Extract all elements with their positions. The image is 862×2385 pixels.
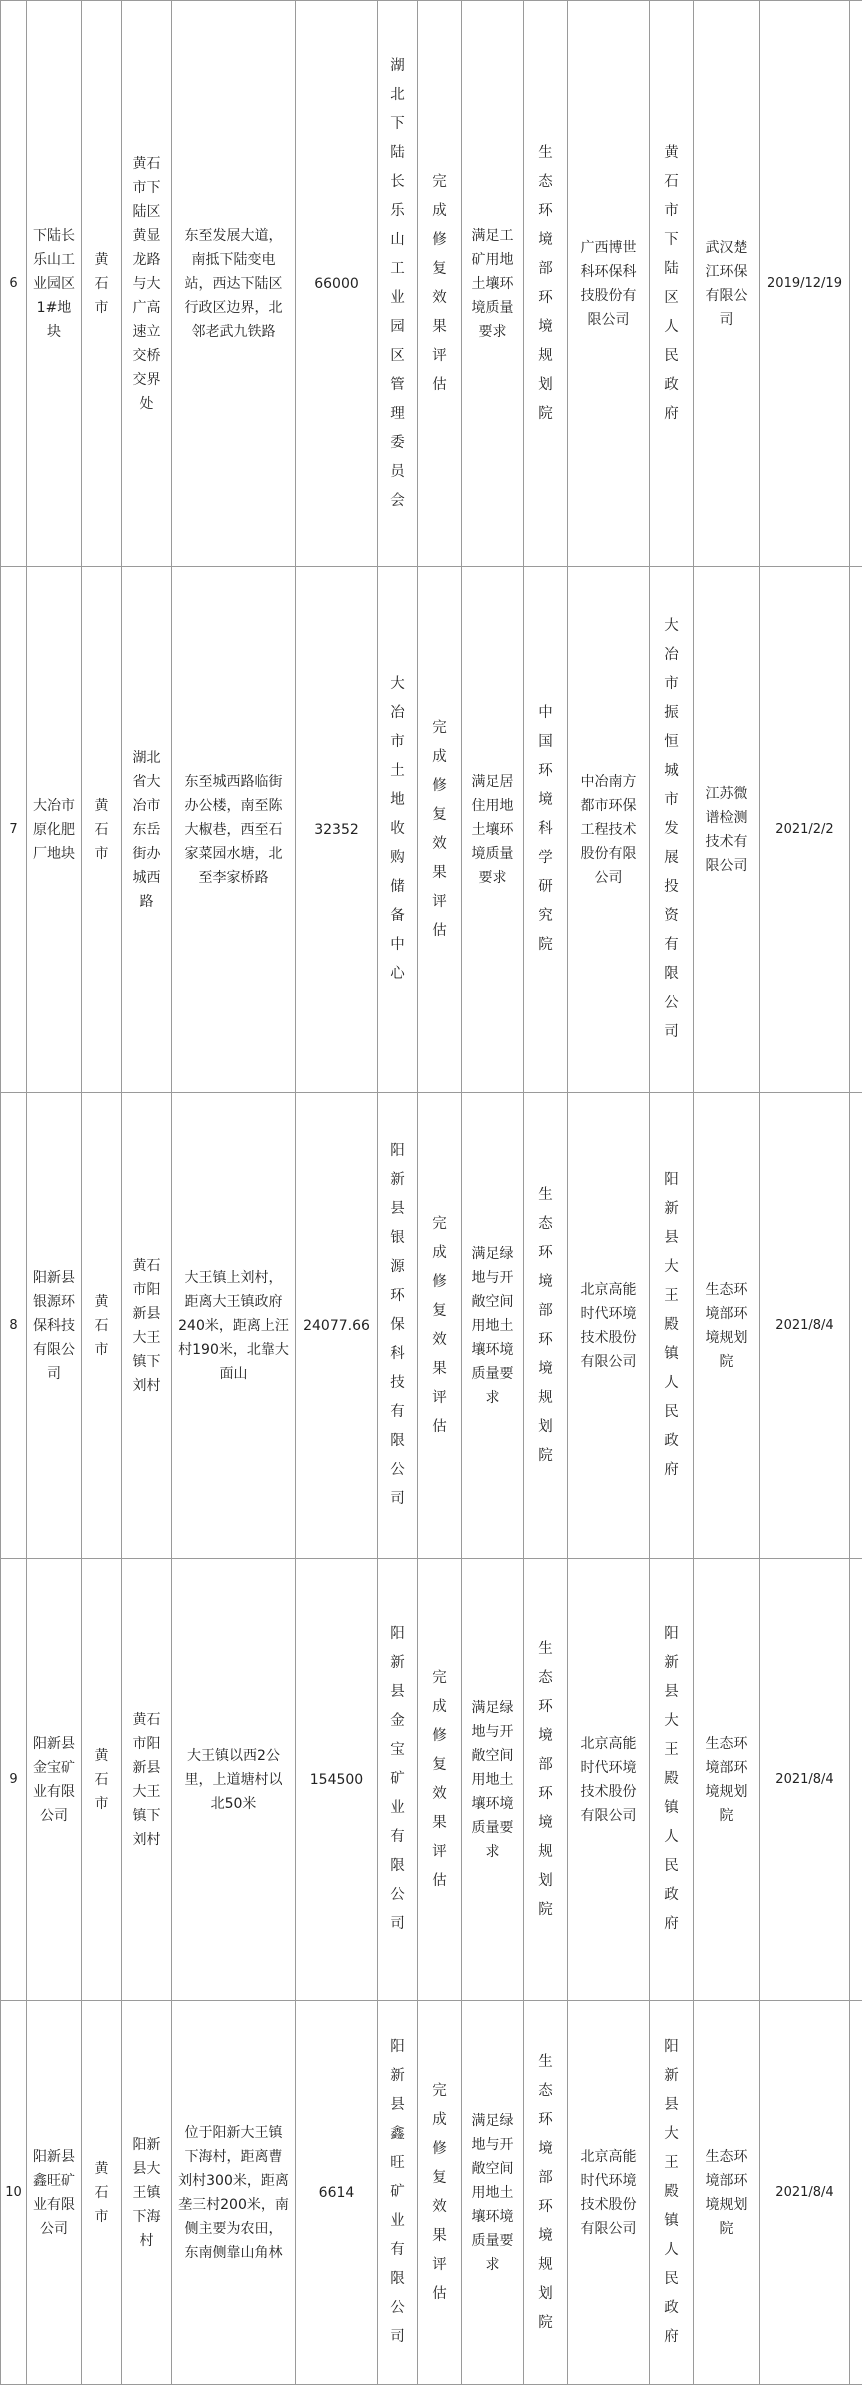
supervising-government: 阳新县大王殿镇人民政府 — [650, 1559, 694, 2001]
site-location: 黄石市阳新县大王镇下刘村 — [122, 1559, 172, 2001]
city: 黄石市 — [82, 1559, 122, 2001]
site-name: 阳新县鑫旺矿业有限公司 — [27, 2001, 82, 2385]
empty-cell — [850, 1559, 862, 2001]
remediation-target: 满足绿地与开敞空间用地土壤环境质量要求 — [462, 2001, 524, 2385]
remediation-target: 满足绿地与开敞空间用地土壤环境质量要求 — [462, 1559, 524, 2001]
table-row — [1, 1559, 862, 2001]
review-organization: 中国环境科学研究院 — [524, 567, 568, 1093]
site-boundary: 东至发展大道，南抵下陆变电站，西达下陆区行政区边界，北邻老武九铁路 — [172, 1, 296, 567]
remediation-stage: 完成修复效果评估 — [418, 1, 462, 567]
responsible-party: 阳新县银源环保科技有限公司 — [378, 1093, 418, 1559]
site-location: 黄石市阳新县大王镇下刘村 — [122, 1093, 172, 1559]
completion-date: 2021/8/4 — [760, 1559, 850, 2001]
site-boundary: 东至城西路临街办公楼，南至陈大椒巷，西至石家菜园水塘，北至李家桥路 — [172, 567, 296, 1093]
city: 黄石市 — [82, 2001, 122, 2385]
completion-date: 2021/8/4 — [760, 1093, 850, 1559]
site-location: 湖北省大冶市东岳街办城西路 — [122, 567, 172, 1093]
responsible-party: 阳新县鑫旺矿业有限公司 — [378, 2001, 418, 2385]
empty-cell — [850, 2001, 862, 2385]
supervising-government: 阳新县大王殿镇人民政府 — [650, 2001, 694, 2385]
city: 黄石市 — [82, 567, 122, 1093]
remediation-target: 满足工矿用地土壤环境质量要求 — [462, 1, 524, 567]
table-row — [1, 1093, 862, 1559]
site-area: 6614 — [296, 2001, 378, 2385]
row-index: 8 — [1, 1093, 27, 1559]
table-row — [1, 2001, 862, 2385]
completion-date: 2019/12/19 — [760, 1, 850, 567]
remediation-stage: 完成修复效果评估 — [418, 567, 462, 1093]
row-index: 10 — [1, 2001, 27, 2385]
remediation-stage: 完成修复效果评估 — [418, 1559, 462, 2001]
site-boundary: 位于阳新大王镇下海村，距离曹刘村300米，距离垄三村200米，南侧主要为农田，东南侧靠山角林 — [172, 2001, 296, 2385]
remediation-target: 满足居住用地土壤环境质量要求 — [462, 567, 524, 1093]
review-organization: 生态环境部环境规划院 — [524, 1, 568, 567]
completion-date: 2021/2/2 — [760, 567, 850, 1093]
responsible-party: 阳新县金宝矿业有限公司 — [378, 1559, 418, 2001]
contractor: 中冶南方都市环保工程技术股份有限公司 — [568, 567, 650, 1093]
supervising-government: 黄石市下陆区人民政府 — [650, 1, 694, 567]
contractor: 北京高能时代环境技术股份有限公司 — [568, 1559, 650, 2001]
remediation-stage: 完成修复效果评估 — [418, 2001, 462, 2385]
site-area: 154500 — [296, 1559, 378, 2001]
remediation-stage: 完成修复效果评估 — [418, 1093, 462, 1559]
evaluation-organization: 江苏微谱检测技术有限公司 — [694, 567, 760, 1093]
row-index: 7 — [1, 567, 27, 1093]
evaluation-organization: 生态环境部环境规划院 — [694, 1559, 760, 2001]
empty-cell — [850, 1093, 862, 1559]
supervising-government: 大冶市振恒城市发展投资有限公司 — [650, 567, 694, 1093]
city: 黄石市 — [82, 1093, 122, 1559]
table-row — [1, 1, 862, 567]
table-body — [1, 1, 862, 2385]
remediation-target: 满足绿地与开敞空间用地土壤环境质量要求 — [462, 1093, 524, 1559]
empty-cell — [850, 567, 862, 1093]
city: 黄石市 — [82, 1, 122, 567]
responsible-party: 湖北下陆长乐山工业园区管理委员会 — [378, 1, 418, 567]
site-area: 24077.66 — [296, 1093, 378, 1559]
supervising-government: 阳新县大王殿镇人民政府 — [650, 1093, 694, 1559]
evaluation-organization: 生态环境部环境规划院 — [694, 1093, 760, 1559]
row-index: 9 — [1, 1559, 27, 2001]
contractor: 北京高能时代环境技术股份有限公司 — [568, 2001, 650, 2385]
site-location: 黄石市下陆区黄显龙路与大广高速立交桥交界处 — [122, 1, 172, 567]
site-boundary: 大王镇以西2公里，上道塘村以北50米 — [172, 1559, 296, 2001]
empty-cell — [850, 1, 862, 567]
row-index: 6 — [1, 1, 27, 567]
site-name: 阳新县金宝矿业有限公司 — [27, 1559, 82, 2001]
evaluation-organization: 生态环境部环境规划院 — [694, 2001, 760, 2385]
review-organization: 生态环境部环境规划院 — [524, 1559, 568, 2001]
evaluation-organization: 武汉楚江环保有限公司 — [694, 1, 760, 567]
contractor: 广西博世科环保科技股份有限公司 — [568, 1, 650, 567]
review-organization: 生态环境部环境规划院 — [524, 1093, 568, 1559]
completion-date: 2021/8/4 — [760, 2001, 850, 2385]
responsible-party: 大冶市土地收购储备中心 — [378, 567, 418, 1093]
site-area: 66000 — [296, 1, 378, 567]
site-area: 32352 — [296, 567, 378, 1093]
site-name: 阳新县银源环保科技有限公司 — [27, 1093, 82, 1559]
site-name: 大冶市原化肥厂地块 — [27, 567, 82, 1093]
site-location: 阳新县大王镇下海村 — [122, 2001, 172, 2385]
site-boundary: 大王镇上刘村，距离大王镇政府240米，距离上汪村190米，北靠大面山 — [172, 1093, 296, 1559]
review-organization: 生态环境部环境规划院 — [524, 2001, 568, 2385]
contractor: 北京高能时代环境技术股份有限公司 — [568, 1093, 650, 1559]
site-name: 下陆长乐山工业园区1#地块 — [27, 1, 82, 567]
table-row — [1, 567, 862, 1093]
